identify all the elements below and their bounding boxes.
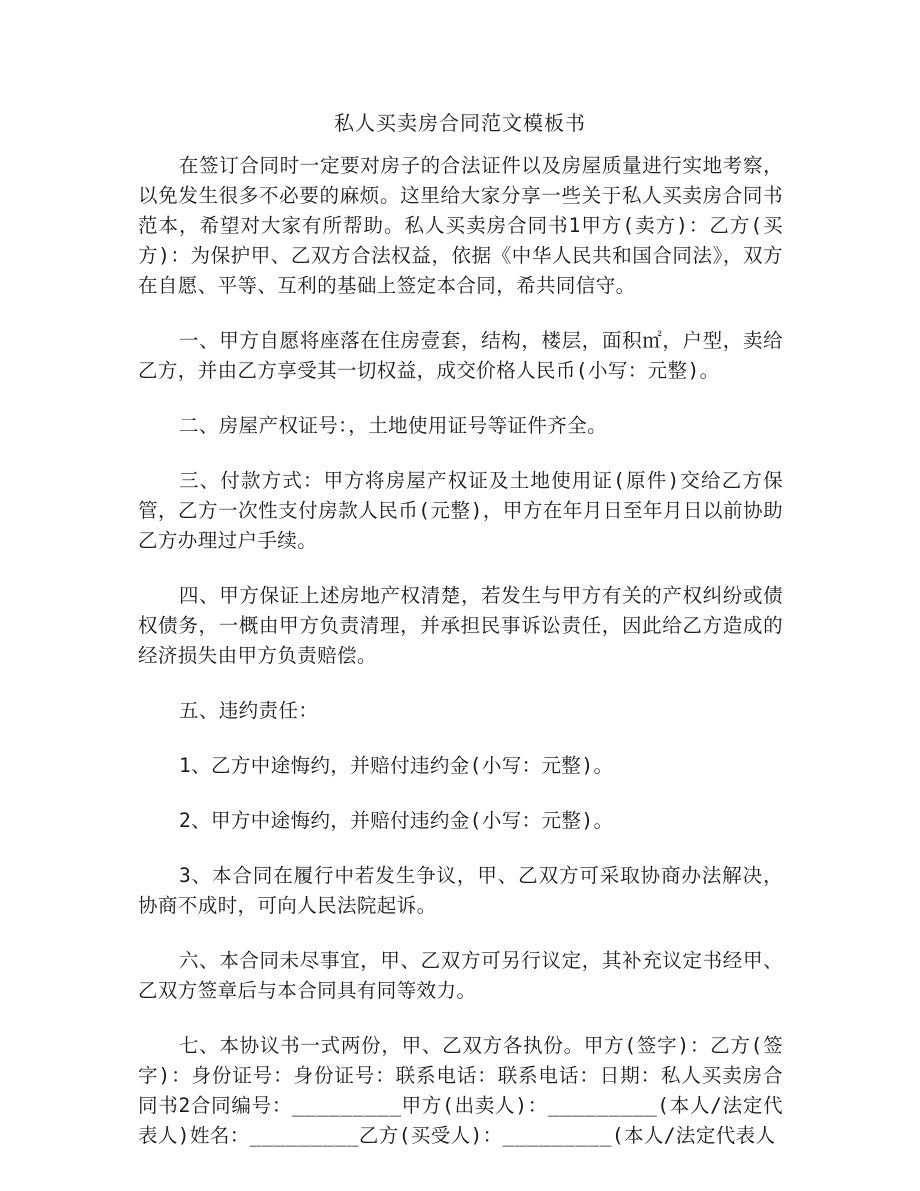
- document-body: [138, 151, 783, 1176]
- clause-5-item-2: 2、甲方中途悔约，并赔付违约金(小写：元整)。: [178, 809, 614, 832]
- document-title: 私人买卖房合同范文模板书: [334, 111, 586, 135]
- clause-7-paragraph: 七、本协议书一式两份，甲、乙双方各执份。甲方(签字)：乙方(签字)：身份证号：身份证号：联系电话：联系电话：日期：私人买卖房合同书2合同编号：_________甲方(出卖人)：_________(本人/法定代表人)姓名：_________乙方(买受人)：_________(本人/法定代表人: [138, 1034, 783, 1147]
- clause-1-paragraph: 一、甲方自愿将座落在住房壹套，结构，楼层，面积㎡，户型，卖给乙方，并由乙方享受其一切权益，成交价格人民币(小写：元整)。: [138, 329, 783, 382]
- clause-6-paragraph: 六、本合同未尽事宜，甲、乙双方可另行议定，其补充议定书经甲、乙双方签章后与本合同具有同等效力。: [138, 949, 783, 1002]
- clause-5-item-1: 1、乙方中途悔约，并赔付违约金(小写：元整)。: [178, 754, 614, 777]
- intro-paragraph: 在签订合同时一定要对房子的合法证件以及房屋质量进行实地考察，以免发生很多不必要的麻烦。这里给大家分享一些关于私人买卖房合同书范本，希望对大家有所帮助。私人买卖房合同书1甲方(卖方)：乙方(买方)：为保护甲、乙双方合法权益，依据《中华人民共和国合同法》，双方在自愿、平等、互利的基础上签定本合同，希共同信守。: [138, 154, 783, 297]
- clause-5-item-3: 3、本合同在履行中若发生争议，甲、乙双方可采取协商办法解决，协商不成时，可向人民法院起诉。: [138, 864, 783, 917]
- clause-2-paragraph: 二、房屋产权证号：，土地使用证号等证件齐全。: [178, 414, 607, 437]
- clause-5-heading: 五、违约责任：: [178, 699, 319, 722]
- clause-3-paragraph: 三、付款方式：甲方将房屋产权证及土地使用证(原件)交给乙方保管，乙方一次性支付房款人民币(元整)，甲方在年月日至年月日以前协助乙方办理过户手续。: [138, 469, 783, 552]
- clause-4-paragraph: 四、甲方保证上述房地产权清楚，若发生与甲方有关的产权纠纷或债权债务，一概由甲方负责清理，并承担民事诉讼责任，因此给乙方造成的经济损失由甲方负责赔偿。: [138, 584, 783, 667]
